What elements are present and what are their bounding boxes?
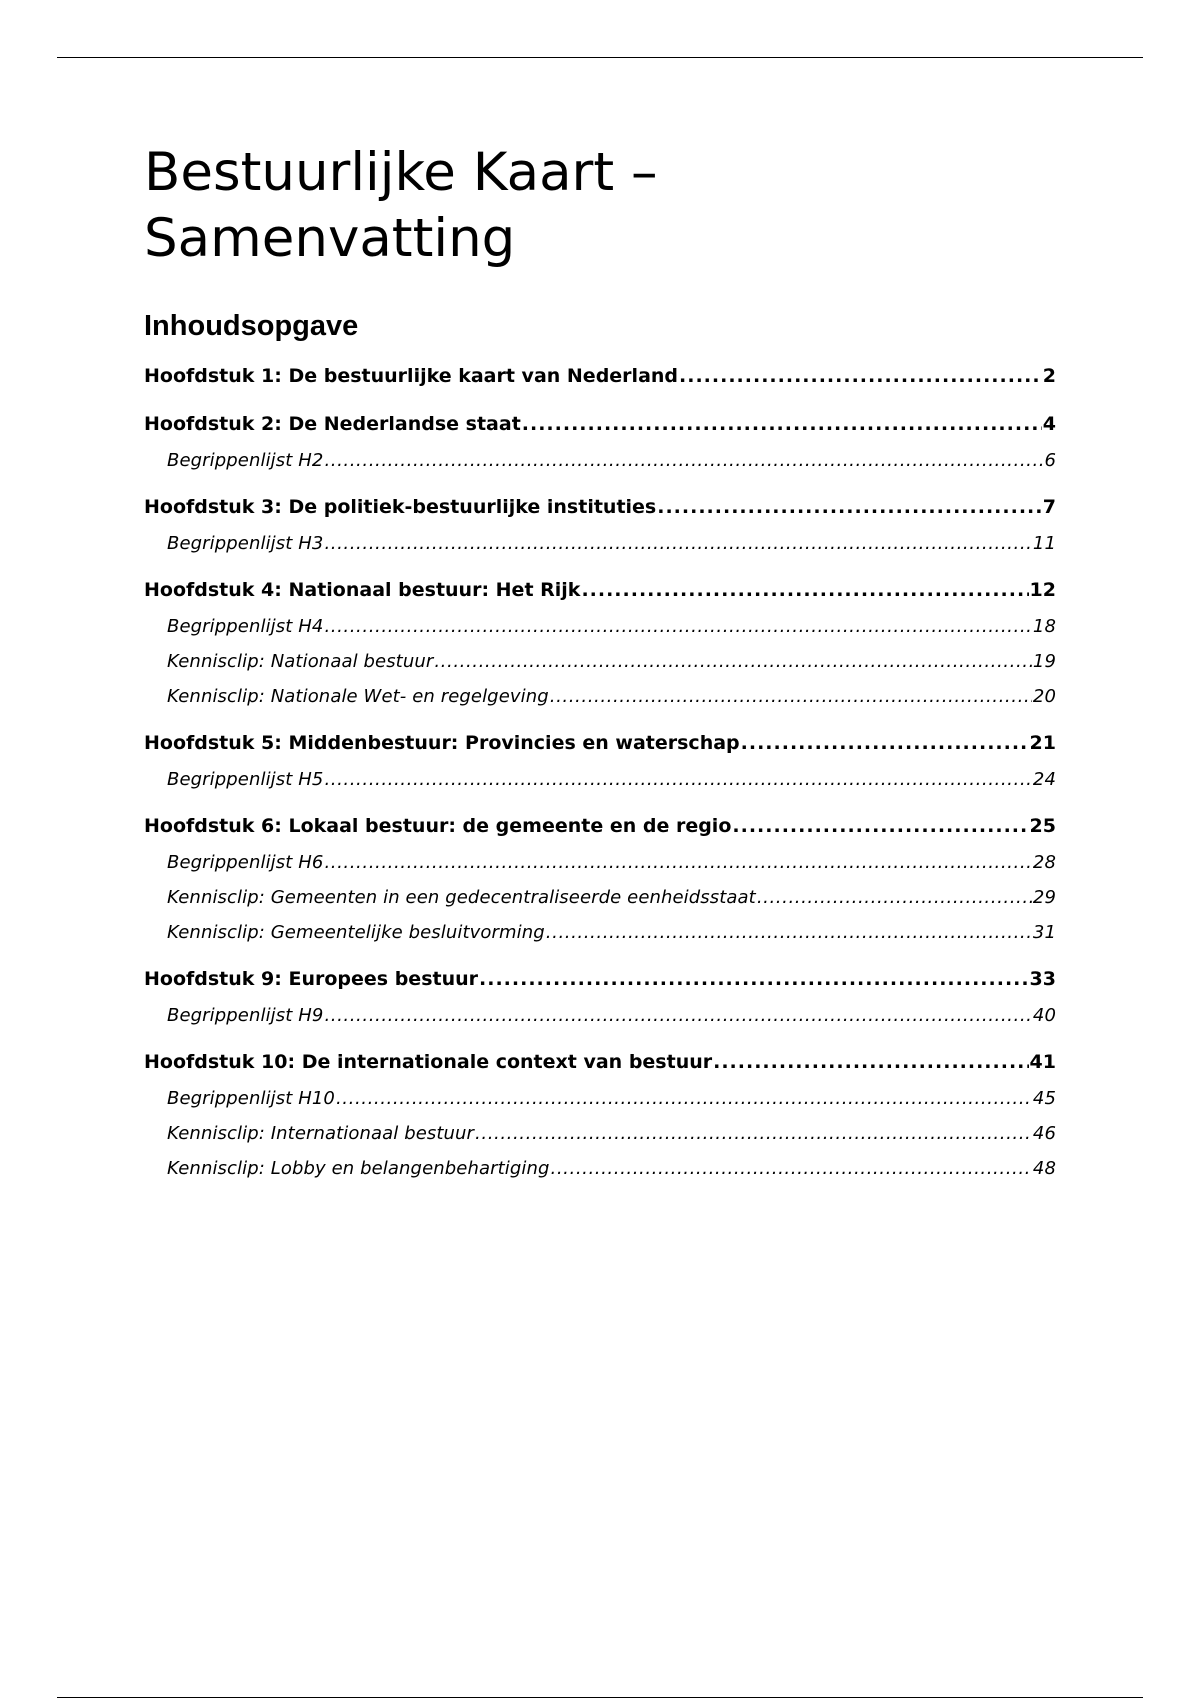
toc-dot-leader [732, 808, 1028, 845]
toc-subsection-entry[interactable] [144, 1116, 1056, 1151]
toc-dot-leader [551, 1151, 1032, 1186]
toc-dot-leader [657, 489, 1042, 526]
toc-chapter-entry[interactable] [144, 725, 1056, 762]
toc-subsection-entry[interactable] [144, 1151, 1056, 1186]
toc-page-number: 48 [1032, 1158, 1056, 1179]
toc-subsection-entry[interactable] [144, 526, 1056, 561]
toc-page-number: 40 [1032, 1005, 1056, 1026]
toc-page-number: 31 [1032, 922, 1056, 943]
toc-entry-title: Kennisclip: Nationaal bestuur [167, 651, 434, 672]
toc-subsection-entry[interactable] [144, 443, 1056, 478]
toc-chapter-entry[interactable] [144, 1044, 1056, 1081]
toc-subsection-entry[interactable] [144, 998, 1056, 1033]
toc-page-number: 33 [1029, 968, 1056, 990]
toc-subsection-entry[interactable] [144, 679, 1056, 714]
page-content [144, 140, 1056, 1186]
toc-subsection-entry[interactable] [144, 915, 1056, 950]
toc-dot-leader [581, 572, 1028, 609]
toc-entry-title: Hoofdstuk 6: Lokaal bestuur: de gemeente en de regio [144, 815, 732, 837]
toc-entry-title: Begrippenlijst H3 [167, 533, 324, 554]
toc-subsection-entry[interactable] [144, 762, 1056, 797]
toc-dot-leader [324, 609, 1031, 644]
footer-rule [57, 1697, 1143, 1698]
toc-chapter-entry[interactable] [144, 358, 1056, 395]
toc-dot-leader [713, 1044, 1028, 1081]
toc-dot-leader [324, 998, 1031, 1033]
toc-chapter-entry[interactable] [144, 572, 1056, 609]
toc-entry-title: Begrippenlijst H4 [167, 616, 324, 637]
toc-page-number: 12 [1029, 579, 1056, 601]
toc-dot-leader [324, 526, 1031, 561]
toc-page-number: 41 [1029, 1051, 1056, 1073]
toc-entry-title: Kennisclip: Lobby en belangenbehartiging [167, 1158, 550, 1179]
toc-entry-title: Hoofdstuk 10: De internationale context van bestuur [144, 1051, 713, 1073]
toc-dot-leader [324, 845, 1031, 880]
toc-subsection-entry[interactable] [144, 644, 1056, 679]
toc-entry-title: Begrippenlijst H6 [167, 852, 324, 873]
toc-dot-leader [324, 762, 1031, 797]
toc-chapter-entry[interactable] [144, 489, 1056, 526]
toc-page-number: 2 [1042, 365, 1056, 387]
toc-subsection-entry[interactable] [144, 1081, 1056, 1116]
toc-page-number: 45 [1032, 1088, 1056, 1109]
toc-dot-leader [336, 1081, 1032, 1116]
toc-entry-title: Begrippenlijst H2 [167, 450, 324, 471]
toc-entry-title: Hoofdstuk 4: Nationaal bestuur: Het Rijk [144, 579, 581, 601]
toc-page-number: 25 [1029, 815, 1056, 837]
toc-chapter-entry[interactable] [144, 961, 1056, 998]
document-title: Bestuurlijke Kaart – Samenvatting [144, 142, 658, 269]
toc-entry-title: Hoofdstuk 3: De politiek-bestuurlijke instituties [144, 496, 657, 518]
toc-page-number: 28 [1032, 852, 1056, 873]
toc-chapter-entry[interactable] [144, 808, 1056, 845]
toc-dot-leader [546, 915, 1032, 950]
toc-entry-title: Hoofdstuk 5: Middenbestuur: Provincies en waterschap [144, 732, 740, 754]
toc-entry-title: Kennisclip: Gemeentelijke besluitvorming [167, 922, 545, 943]
toc-page-number: 46 [1032, 1123, 1056, 1144]
toc-entry-title: Hoofdstuk 1: De bestuurlijke kaart van Nederland [144, 365, 679, 387]
toc-dot-leader [757, 880, 1032, 915]
toc-page-number: 6 [1044, 450, 1056, 471]
toc-entry-title: Kennisclip: Nationale Wet- en regelgeving [167, 686, 549, 707]
toc-dot-leader [522, 406, 1042, 443]
toc-heading: Inhoudsopgave [144, 310, 359, 342]
toc-page-number: 11 [1032, 533, 1056, 554]
toc-entry-title: Begrippenlijst H10 [167, 1088, 335, 1109]
toc-subsection-entry[interactable] [144, 609, 1056, 644]
toc-entry-title: Kennisclip: Internationaal bestuur [167, 1123, 475, 1144]
header-rule [57, 57, 1143, 58]
toc-chapter-entry[interactable] [144, 406, 1056, 443]
toc-page-number: 21 [1029, 732, 1056, 754]
toc-entry-title: Hoofdstuk 9: Europees bestuur [144, 968, 479, 990]
toc-page-number: 7 [1042, 496, 1056, 518]
toc-entry-title: Begrippenlijst H5 [167, 769, 324, 790]
toc-page-number: 24 [1032, 769, 1056, 790]
toc-dot-leader [324, 443, 1043, 478]
toc-entry-title: Begrippenlijst H9 [167, 1005, 324, 1026]
toc-page-number: 29 [1032, 887, 1056, 908]
toc-entry-title: Hoofdstuk 2: De Nederlandse staat [144, 413, 521, 435]
toc-dot-leader [479, 961, 1029, 998]
toc-dot-leader [550, 679, 1032, 714]
toc-subsection-entry[interactable] [144, 880, 1056, 915]
toc-page-number: 19 [1032, 651, 1056, 672]
toc-page-number: 18 [1032, 616, 1056, 637]
toc-entry-title: Kennisclip: Gemeenten in een gedecentraliseerde eenheidsstaat [167, 887, 756, 908]
table-of-contents [144, 358, 1056, 1186]
toc-page-number: 20 [1032, 686, 1056, 707]
toc-page-number: 4 [1042, 413, 1056, 435]
toc-dot-leader [679, 358, 1042, 395]
toc-dot-leader [434, 644, 1032, 679]
toc-dot-leader [741, 725, 1029, 762]
toc-dot-leader [475, 1116, 1032, 1151]
toc-subsection-entry[interactable] [144, 845, 1056, 880]
